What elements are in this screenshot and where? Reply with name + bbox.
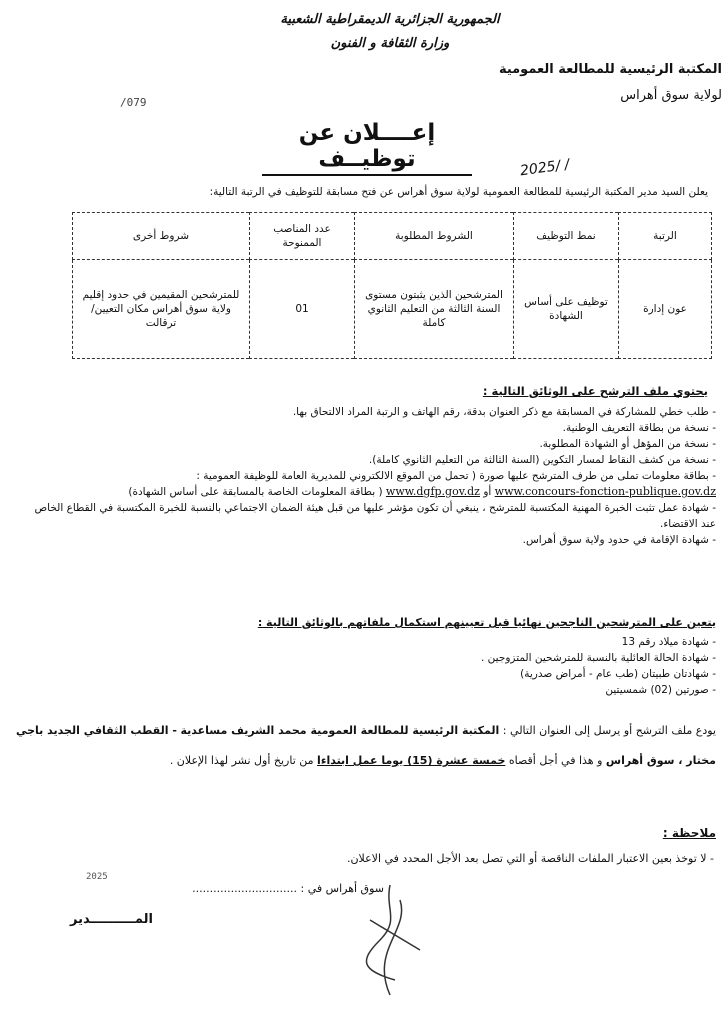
list-item: - نسخة من كشف النقاط لمسار التكوين (السنة الثالثة من التعليم الثانوي كاملة). <box>26 452 716 468</box>
reference-number: /079 <box>120 96 147 109</box>
table-header-row <box>73 213 712 260</box>
intro-text: يعلن السيد مدير المكتبة الرئيسية للمطالعة العمومية لولاية سوق أهراس عن فتح مسابقة للتوظيف في الرتبة التالية: <box>209 186 708 198</box>
table-cell: توظيف على أساس الشهادة <box>514 260 619 359</box>
list-item <box>26 468 716 500</box>
list-item: - شهادة الإقامة في حدود ولاية سوق أهراس. <box>26 532 716 548</box>
position-table <box>72 212 712 359</box>
table-row <box>73 260 712 359</box>
list-item: - شهادة الحالة العائلية بالنسبة للمترشحين المتزوجين . <box>26 650 716 666</box>
table-cell: 01 <box>250 260 355 359</box>
table-header: عدد المناصب الممنوحة <box>250 213 355 260</box>
deposit-deadline-intro: و هذا في أجل أقصاه <box>508 754 603 767</box>
note-title: ملاحظة : <box>662 826 716 840</box>
url-concours[interactable]: www.concours-fonction-publique.gov.dz <box>494 485 716 498</box>
deposit-deadline: خمسة عشرة (15) يوما عمل ابتداءا <box>317 754 506 767</box>
url-dgfp[interactable]: www.dgfp.gov.dz <box>385 485 480 498</box>
info-card-text: بطاقة معلومات تملى من طرف المترشح عليها صورة ( تحمل من الموقع الالكتروني للمديرية العامة للوظيفة العمومية : <box>196 470 709 482</box>
table-header: نمط التوظيف <box>514 213 619 260</box>
documents-title: يحتوي ملف الترشح على الوثائق التالية : <box>482 384 708 398</box>
republic-header: الجمهورية الجزائرية الديمقراطية الشعبية <box>280 12 500 27</box>
url-tail: ( بطاقة المعلومات الخاصة بالمسابقة على أساس الشهادة) <box>128 486 383 498</box>
final-docs-title: يتعين على المترشحين الناجحين نهائيا قبل تعيينهم استكمال ملفاتهم بالوثائق التالية : <box>257 616 716 629</box>
final-docs-list <box>26 634 716 698</box>
deposit-tail: من تاريخ أول نشر لهذا الإعلان . <box>169 754 314 767</box>
table-header: الشروط المطلوبة <box>355 213 514 260</box>
url-or: أو <box>483 486 492 498</box>
table-header: الرتبة <box>619 213 712 260</box>
ministry-header: وزارة الثقافة و الفنون <box>330 36 450 51</box>
deposit-paragraph <box>16 716 716 776</box>
note-text: - لا توخذ بعين الاعتبار الملفات الناقصة أو التي تصل بعد الأجل المحدد في الاعلان. <box>346 852 714 865</box>
deposit-address-tail: - القطب الثقافي الجديد باجي مختار ، سوق أهراس <box>16 724 716 767</box>
list-item: - صورتين (02) شمسيتين <box>26 682 716 698</box>
library-name: المكتبة الرئيسية للمطالعة العمومية <box>498 62 722 77</box>
table-header: شروط أخرى <box>73 213 250 260</box>
signature-icon <box>330 880 450 1000</box>
table-cell: عون إدارة <box>619 260 712 359</box>
list-item: - شهادة عمل تثبت الخبرة المهنية المكتسبة للمترشح ، ينبغي أن تكون مؤشر عليها من قبل هيئة الضمان الاجتماعي بالنسبة للخبرة المكتسبة في القطاع الخاص عند الاقتضاء. <box>26 500 716 532</box>
announcement-title: إعــــلان عن توظيــف <box>262 120 472 176</box>
list-item: - شهادة ميلاد رقم 13 <box>26 634 716 650</box>
note-body: لا توخذ بعين الاعتبار الملفات الناقصة أو التي تصل بعد الأجل المحدد في الاعلان. <box>346 852 707 865</box>
deposit-address: المكتبة الرئيسية للمطالعة العمومية محمد الشريف مساعدية <box>180 724 500 737</box>
director-label: المــــــــــدير <box>70 912 153 927</box>
table-cell: للمترشحين المقيمين في حدود إقليم ولاية سوق أهراس مكان التعيين/ ترقالت <box>73 260 250 359</box>
handwritten-date: 2025/ / <box>519 156 571 180</box>
place-date-line: سوق أهراس في : .............................. <box>192 882 384 895</box>
list-item: - شهادتان طبيتان (طب عام - أمراض صدرية) <box>26 666 716 682</box>
deposit-intro: يودع ملف الترشح أو يرسل إلى العنوان التالي : <box>502 724 716 737</box>
handwritten-scribble: 2025 <box>86 872 108 882</box>
list-item: - نسخة من المؤهل أو الشهادة المطلوبة. <box>26 436 716 452</box>
table-cell: المترشحين الذين يثبتون مستوى السنة الثالثة من التعليم الثانوي كاملة <box>355 260 514 359</box>
documents-list <box>26 404 716 548</box>
wilaya-name: لولاية سوق أهراس <box>620 88 722 103</box>
list-item: - طلب خطي للمشاركة في المسابقة مع ذكر العنوان بدقة، رقم الهاتف و الرتبة المراد الالتحاق بها. <box>26 404 716 420</box>
list-item: - نسخة من بطاقة التعريف الوطنية. <box>26 420 716 436</box>
